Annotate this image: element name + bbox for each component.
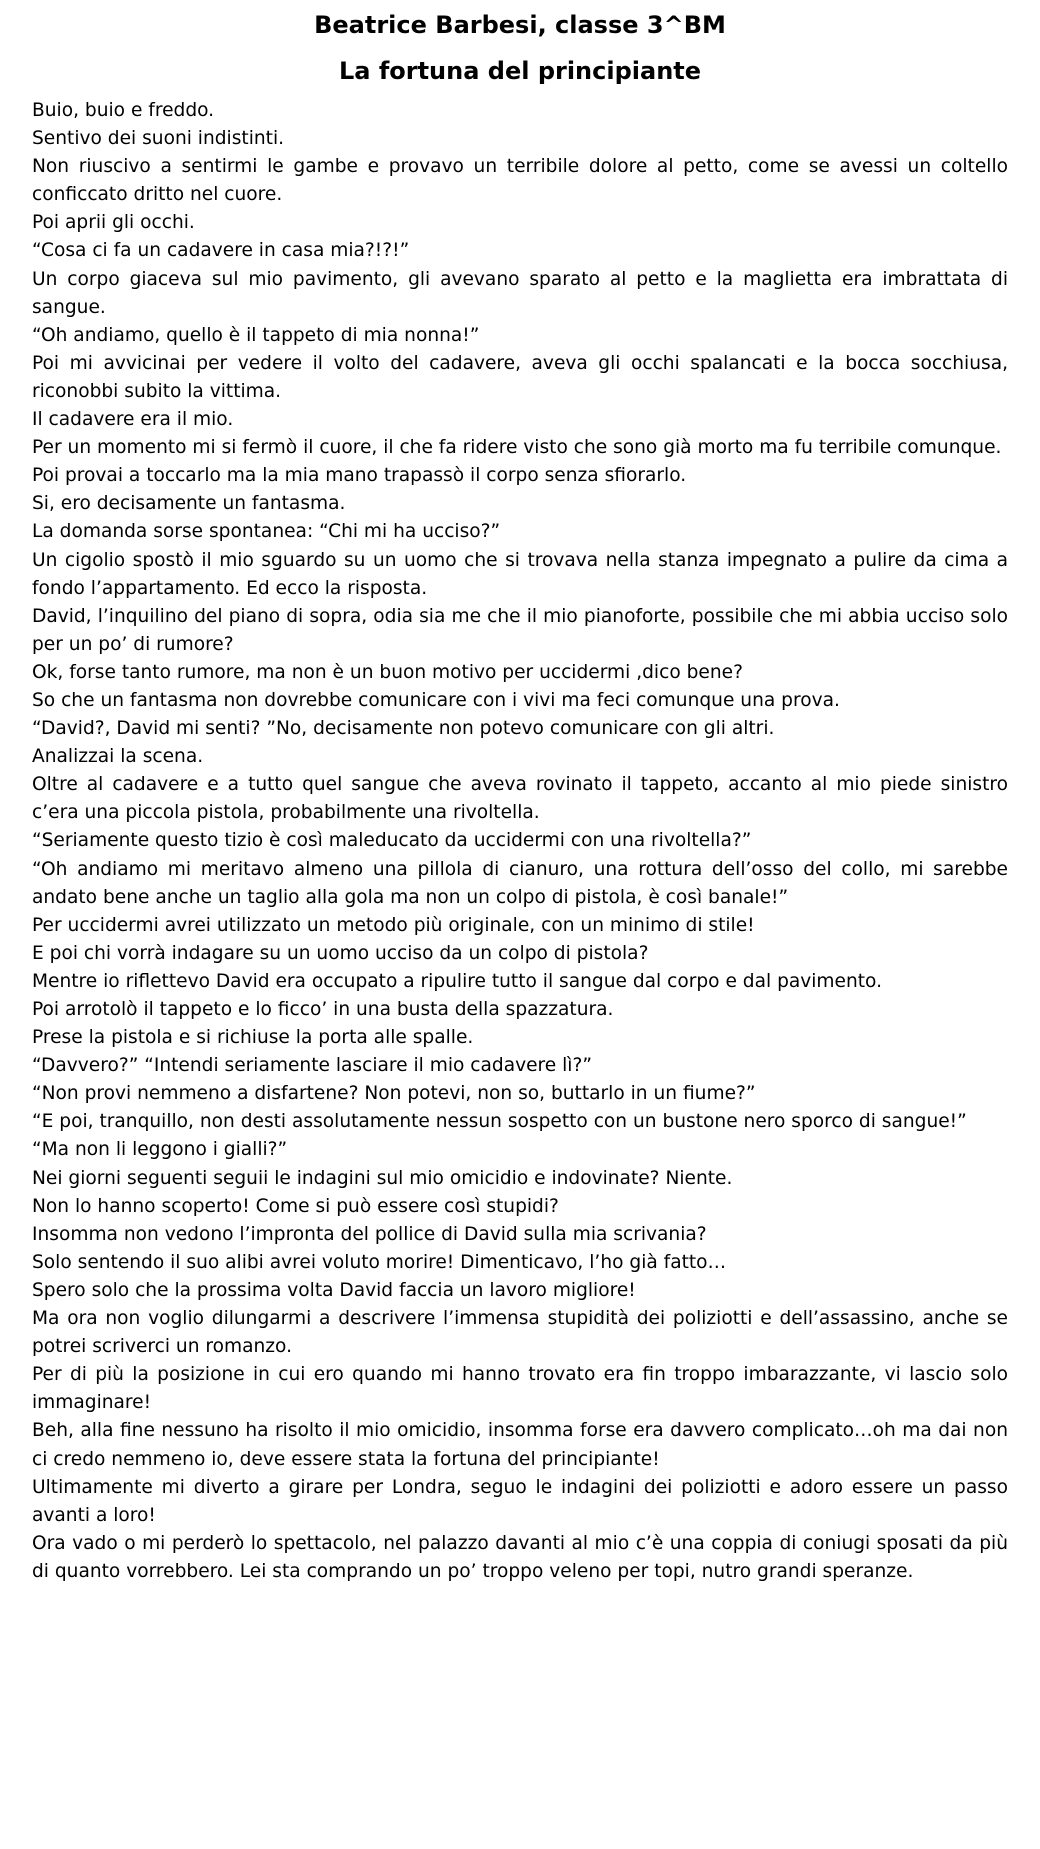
story-paragraph: “Oh andiamo, quello è il tappeto di mia nonna!” (32, 324, 480, 346)
story-paragraph: Non lo hanno scoperto! Come si può essere così stupidi? (32, 1195, 559, 1217)
story-paragraph: “Davvero?” “Intendi seriamente lasciare il mio cadavere lì?” (32, 1055, 592, 1077)
story-paragraph: “E poi, tranquillo, non desti assolutamente nessun sospetto con un bustone nero sporco di sangue!” (32, 1111, 967, 1133)
story-paragraph: Ultimamente mi diverto a girare per Londra, seguo le indagini dei poliziotti e adoro essere un passo avanti a loro! (32, 1476, 1008, 1526)
story-paragraph: Per un momento mi si fermò il cuore, il che fa ridere visto che sono già morto ma fu terribile comunque. (32, 437, 1002, 459)
story-paragraph: Ok, forse tanto rumore, ma non è un buon motivo per uccidermi ,dico bene? (32, 661, 743, 683)
story-paragraph: Non riuscivo a sentirmi le gambe e provavo un terribile dolore al petto, come se avessi un coltello conficcato dritto nel cuore. (32, 156, 1008, 206)
story-paragraph: Per di più la posizione in cui ero quando mi hanno trovato era fin troppo imbarazzante, vi lascio solo immaginare! (32, 1364, 1008, 1414)
story-paragraph: “Cosa ci fa un cadavere in casa mia?!?!” (32, 240, 410, 262)
story-body (32, 97, 1008, 1586)
story-paragraph: Buio, buio e freddo. (32, 100, 215, 121)
story-paragraph: Sentivo dei suoni indistinti. (32, 128, 285, 150)
story-paragraph: Ma ora non voglio dilungarmi a descrivere l’immensa stupidità dei poliziotti e dell’assassino, anche se potrei scriverci un romanzo. (32, 1308, 1008, 1358)
story-paragraph: Analizzai la scena. (32, 746, 204, 768)
story-paragraph: “Seriamente questo tizio è così maleducato da uccidermi con una rivoltella?” (32, 830, 752, 852)
story-paragraph: Poi aprii gli occhi. (32, 212, 195, 234)
story-paragraph: Spero solo che la prossima volta David faccia un lavoro migliore! (32, 1279, 636, 1301)
story-paragraph: Prese la pistola e si richiuse la porta alle spalle. (32, 1027, 474, 1049)
story-paragraph: Oltre al cadavere e a tutto quel sangue che aveva rovinato il tappeto, accanto al mio piede sinistro c’era una piccola pistola, probabilmente una rivoltella. (32, 774, 1008, 824)
story-paragraph: Poi mi avvicinai per vedere il volto del cadavere, aveva gli occhi spalancati e la bocca socchiusa, riconobbi subito la vittima. (32, 352, 1008, 402)
story-paragraph: “David?, David mi senti? ”No, decisamente non potevo comunicare con gli altri. (32, 718, 775, 740)
story-paragraph: “Ma non li leggono i gialli?” (32, 1139, 288, 1161)
story-paragraph: Per uccidermi avrei utilizzato un metodo più originale, con un minimo di stile! (32, 914, 755, 936)
story-paragraph: Un corpo giaceva sul mio pavimento, gli avevano sparato al petto e la maglietta era imbrattata di sangue. (32, 268, 1008, 318)
story-paragraph: Mentre io riflettevo David era occupato a ripulire tutto il sangue dal corpo e dal pavimento. (32, 970, 883, 992)
story-paragraph: David, l’inquilino del piano di sopra, odia sia me che il mio pianoforte, possibile che mi abbia ucciso solo per un po’ di rumore? (32, 605, 1008, 655)
story-paragraph: Poi arrotolò il tappeto e lo ficco’ in una busta della spazzatura. (32, 999, 614, 1020)
story-paragraph: Il cadavere era il mio. (32, 409, 234, 431)
story-paragraph: So che un fantasma non dovrebbe comunicare con i vivi ma feci comunque una prova. (32, 689, 840, 711)
story-paragraph: Poi provai a toccarlo ma la mia mano trapassò il corpo senza sfiorarlo. (32, 465, 687, 487)
story-paragraph: Ora vado o mi perderò lo spettacolo, nel palazzo davanti al mio c’è una coppia di coniugi sposati da più di quanto vorrebbero. Lei sta comprando un po’ troppo veleno per topi, nutro grandi speranze. (32, 1532, 1008, 1582)
story-paragraph: Beh, alla fine nessuno ha risolto il mio omicidio, insomma forse era davvero complicato…oh ma dai non ci credo nemmeno io, deve essere stata la fortuna del principiante! (32, 1420, 1008, 1470)
story-paragraph: La domanda sorse spontanea: “Chi mi ha ucciso?” (32, 521, 501, 543)
story-paragraph: Si, ero decisamente un fantasma. (32, 493, 346, 515)
story-paragraph: Insomma non vedono l’impronta del pollice di David sulla mia scrivania? (32, 1223, 707, 1245)
story-paragraph: “Non provi nemmeno a disfartene? Non potevi, non so, buttarlo in un fiume?” (32, 1083, 756, 1105)
story-paragraph: Nei giorni seguenti seguii le indagini sul mio omicidio e indovinate? Niente. (32, 1167, 733, 1189)
story-paragraph: Solo sentendo il suo alibi avrei voluto morire! Dimenticavo, l’ho già fatto… (32, 1251, 727, 1273)
story-paragraph: “Oh andiamo mi meritavo almeno una pillola di cianuro, una rottura dell’osso del collo, mi sarebbe andato bene anche un taglio alla gola ma non un colpo di pistola, è così banale!” (32, 858, 1008, 908)
story-paragraph: E poi chi vorrà indagare su un uomo ucciso da un colpo di pistola? (32, 942, 649, 964)
document-story-title: La fortuna del principiante (338, 57, 702, 85)
story-paragraph: Un cigolio spostò il mio sguardo su un uomo che si trovava nella stanza impegnato a pulire da cima a fondo l’appartamento. Ed ecco la risposta. (32, 549, 1008, 599)
document-author-title: Beatrice Barbesi, classe 3^BM (314, 11, 726, 39)
